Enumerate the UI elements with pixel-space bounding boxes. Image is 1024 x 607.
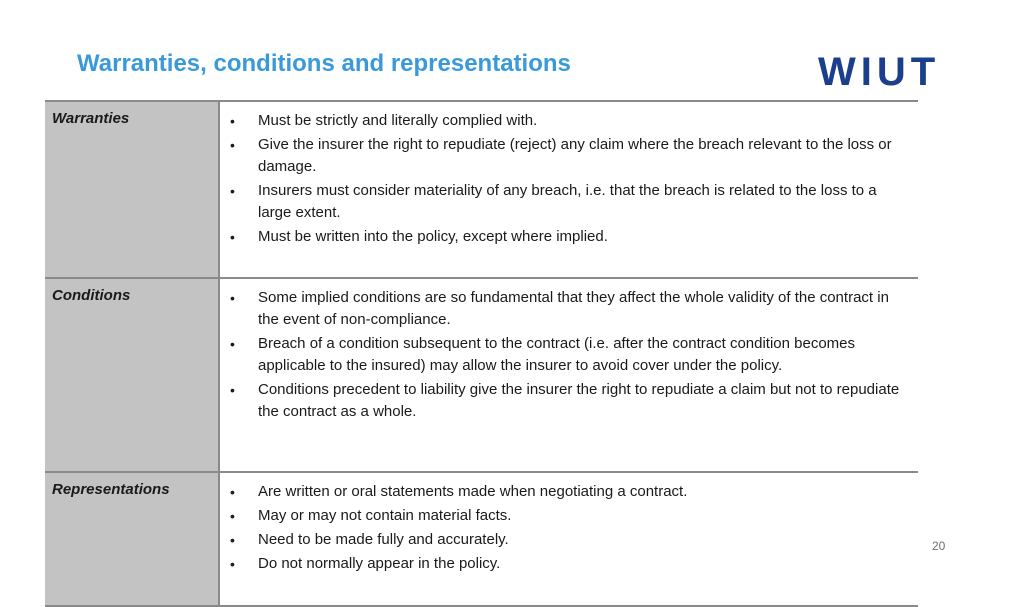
slide-title: Warranties, conditions and representations — [77, 50, 571, 77]
bullet-item: • Some implied conditions are so fundamental that they affect the whole validity of the contract in the event of non-compliance. — [228, 287, 912, 331]
comparison-table — [45, 100, 918, 607]
bullet-list — [228, 110, 912, 248]
page-number: 20 — [932, 539, 946, 553]
row-label: Representations — [45, 472, 219, 606]
table-row-representations — [45, 472, 918, 606]
row-label: Conditions — [45, 278, 219, 472]
bullet-item: • May or may not contain material facts. — [228, 505, 912, 527]
table-row-warranties — [45, 101, 918, 278]
bullet-item: • Must be strictly and literally complied with. — [228, 110, 912, 132]
bullet-item: • Breach of a condition subsequent to the contract (i.e. after the contract condition becomes applicable to the insured) may allow the insurer to avoid cover under the policy. — [228, 333, 912, 377]
bullet-item: • Are written or oral statements made when negotiating a contract. — [228, 481, 912, 503]
bullet-item: • Must be written into the policy, except where implied. — [228, 226, 912, 248]
bullet-item: • Do not normally appear in the policy. — [228, 553, 912, 575]
bullet-item: • Insurers must consider materiality of any breach, i.e. that the breach is related to the loss to a large extent. — [228, 180, 912, 224]
wiut-logo: WIUT — [818, 50, 941, 94]
bullet-list — [228, 287, 912, 423]
table-row-conditions — [45, 278, 918, 472]
bullet-list — [228, 481, 912, 575]
bullet-item: • Conditions precedent to liability give the insurer the right to repudiate a claim but not to repudiate the contract as a whole. — [228, 379, 912, 423]
bullet-item: • Give the insurer the right to repudiate (reject) any claim where the breach relevant to the loss or damage. — [228, 134, 912, 178]
bullets-cell — [219, 472, 918, 606]
bullet-item: • Need to be made fully and accurately. — [228, 529, 912, 551]
row-label: Warranties — [45, 101, 219, 278]
bullets-cell — [219, 101, 918, 278]
bullets-cell — [219, 278, 918, 472]
